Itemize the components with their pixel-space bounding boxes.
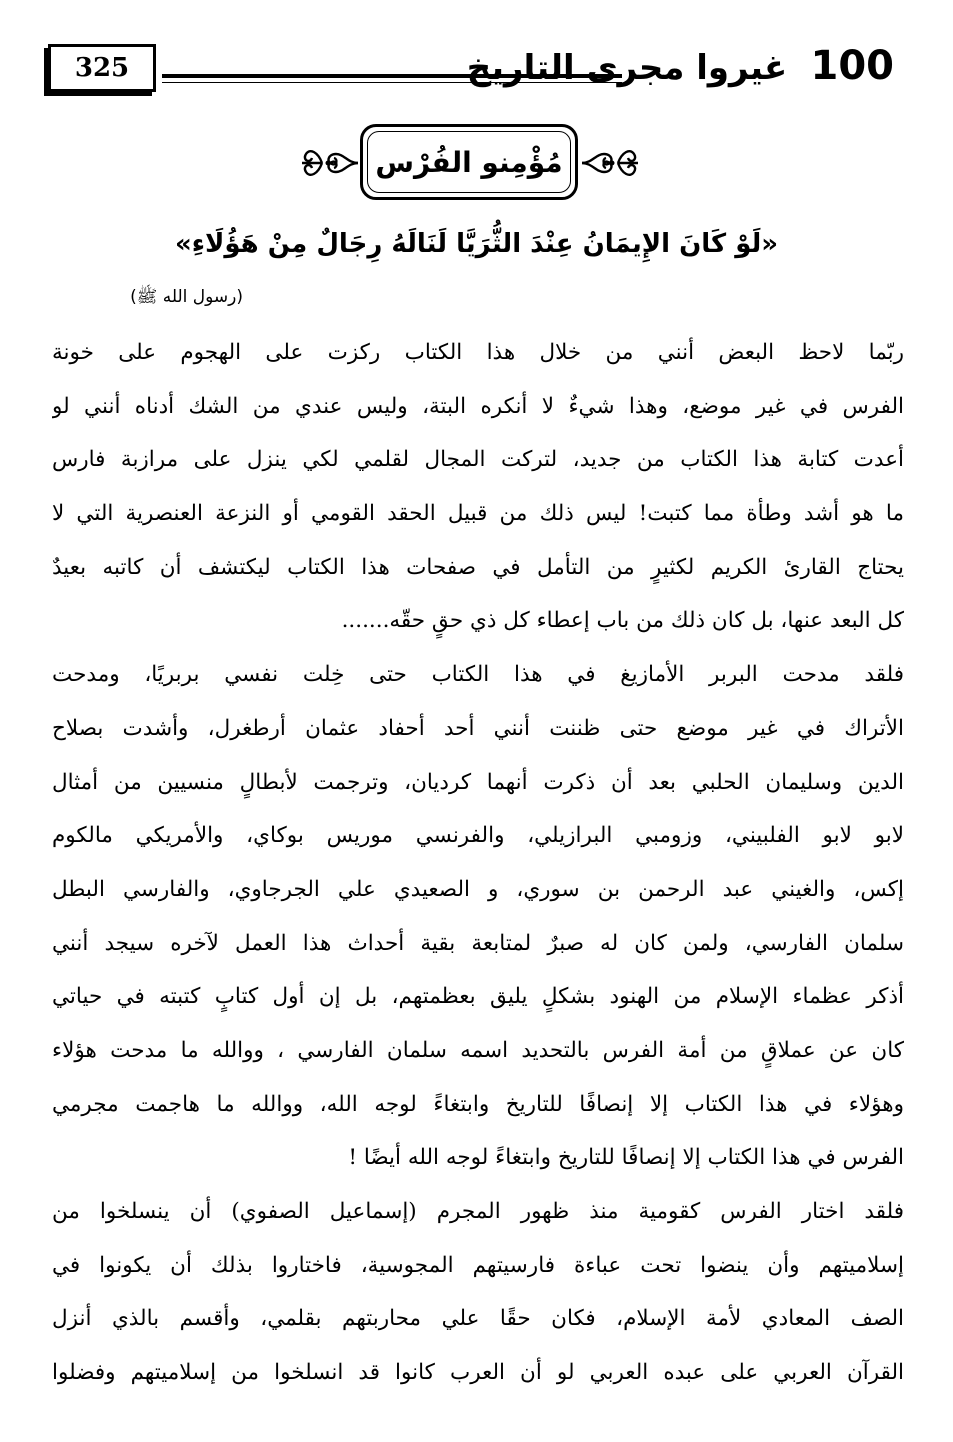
quote-attribution: (رسول الله ﷺ) bbox=[130, 287, 243, 307]
text-line: كل البعد عنها، بل كان ذلك من باب إعطاء كل ذي حقٍ حقّه....... bbox=[341, 608, 904, 634]
chapter-heading bbox=[300, 118, 640, 208]
text-line: الأتراك في غير موضع حتى ظننت أنني أحد أحفاد عثمان أرطغرل، وأشدت بصلاح bbox=[52, 715, 904, 741]
text-line: ما هو أشد وطأة مما كتبت! ليس ذلك من قبيل الحقد القومي أو النزعة العنصرية التي لا bbox=[52, 501, 904, 527]
text-line: إكس، والغيني عبد الرحمن بن سوري، و الصعيدي علي الجرجاوي، والفارسي البطل bbox=[52, 876, 904, 902]
text-line: الدين وسليمان الحلبي بعد أن ذكرت أنهما كرديان، وترجمت لأبطالٍ منسيين من أمثال bbox=[52, 769, 904, 795]
text-line: لابو لابو الفلبيني، وزومبي البرازيلي، والفرنسي موريس بوكاي، والأمريكي مالكوم bbox=[52, 823, 904, 849]
text-line: الفرس في هذا الكتاب إلا إنصافًا للتاريخ وابتغاءً لوجه الله أيضًا ! bbox=[348, 1145, 904, 1171]
ornament-right-icon bbox=[580, 136, 640, 190]
text-line: الصف المعادي لأمة الإسلام، فكان حقًا علي محاربتهم بقلمي، وأقسم بالذي أنزل bbox=[52, 1306, 904, 1332]
text-line: وهؤلاء في هذا الكتاب إلا إنصافًا للتاريخ وابتغاءً لوجه الله، ووالله ما هاجمت مجرمي bbox=[52, 1091, 904, 1117]
page-header bbox=[44, 38, 894, 98]
text-line: فلقد مدحت البربر الأمازيغ في هذا الكتاب حتى خِلت نفسي بربريًا، ومدحت bbox=[52, 662, 904, 688]
book-title-text: غيروا مجرى التاريخ bbox=[466, 48, 788, 88]
text-line: سلمان الفارسي، ولمن كان له صبرٌ لمتابعة بقية أحداث هذا العمل لآخره سيجد أنني bbox=[52, 930, 904, 956]
book-title bbox=[467, 38, 894, 96]
page-number: 325 bbox=[48, 44, 156, 92]
text-line: أعدت كتابة هذا الكتاب من جديد، لتركت المجال لقلمي لكي ينزل على مرازبة فارس bbox=[52, 447, 904, 473]
text-line: يحتاج القارئ الكريم لكثيرٍ من التأمل في صفحات هذا الكتاب ليكتشف أن كاتبه بعيدٌ bbox=[52, 554, 904, 580]
text-line: ربّما لاحظ البعض أنني من خلال هذا الكتاب ركزت على الهجوم على خونة bbox=[52, 340, 904, 365]
text-line: الفرس في غير موضع، وهذا شيءٌ لا أنكره البتة، وليس عندي من الشك أدناه أنني لو bbox=[52, 393, 904, 419]
hadith-quote: «لَوْ كَانَ الإِيمَانُ عِنْدَ الثُّرَيَّا لَنَالَهُ رِجَالٌ مِنْ هَؤُلَاءِ» bbox=[174, 229, 779, 259]
body-text bbox=[52, 326, 904, 1400]
chapter-title-box bbox=[360, 124, 578, 200]
text-line: إسلاميتهم وأن ينضوا تحت عباءة فارسيتهم المجوسية، فاختاروا بذلك أن يكونوا في bbox=[52, 1252, 904, 1278]
text-line: فلقد اختار الفرس كقومية منذ ظهور المجرم (إسماعيل الصفوي) أن ينسلخوا من bbox=[52, 1199, 904, 1224]
text-line: القرآن العربي على عبده العربي لو أن العرب كانوا قد انسلخوا من إسلاميتهم وفضلوا bbox=[52, 1360, 904, 1386]
ornament-left-icon bbox=[300, 136, 360, 190]
chapter-title: مُؤْمِنو الفُرْس bbox=[375, 145, 563, 179]
book-number: 100 bbox=[810, 43, 894, 89]
text-line: كان عن عملاقٍ من أمة الفرس بالتحديد اسمه سلمان الفارسي ، ووالله ما مدحت هؤلاء bbox=[52, 1037, 904, 1063]
text-line: أذكر عظماء الإسلام من الهنود بشكلٍ يليق بعظمتهم، بل إن أول كتابٍ كتبته في حياتي bbox=[52, 984, 904, 1010]
